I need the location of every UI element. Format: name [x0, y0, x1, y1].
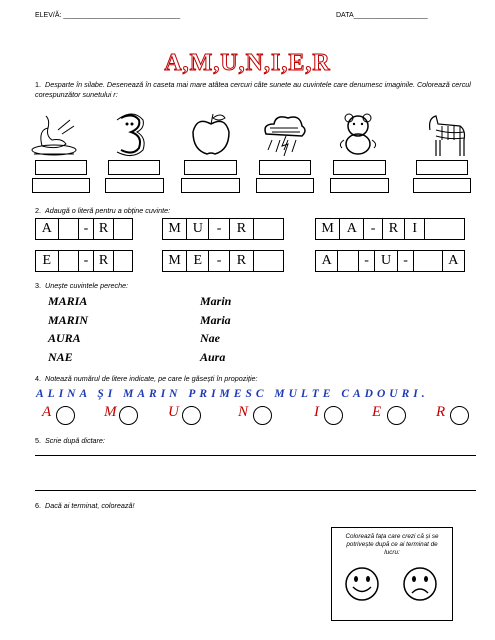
letter-cell: R	[94, 251, 115, 271]
letter-cell: M	[163, 251, 187, 271]
right-word[interactable]: Maria	[200, 312, 231, 327]
right-word[interactable]: Marin	[200, 294, 232, 308]
left-word-list	[48, 292, 88, 366]
count-circle[interactable]	[182, 406, 201, 425]
number-three-image	[105, 110, 157, 158]
hyphen-cell: -	[364, 219, 382, 239]
zebra-image	[420, 110, 472, 158]
hyphen-cell: -	[359, 251, 376, 271]
target-letter: I	[314, 404, 319, 420]
count-circle[interactable]	[253, 406, 272, 425]
blank-letter-cell[interactable]	[425, 219, 464, 239]
blank-letter-cell[interactable]	[338, 251, 358, 271]
letter-cell: A	[36, 219, 59, 239]
blank-letter-cell[interactable]	[59, 219, 80, 239]
exercise-3-instruction: 3. Unește cuvintele pereche:	[35, 281, 129, 290]
blank-letter-cell[interactable]	[114, 219, 132, 239]
writing-line[interactable]	[35, 490, 476, 491]
word-puzzle-box	[35, 218, 133, 240]
blank-letter-cell[interactable]	[414, 251, 442, 271]
letter-cell: A	[448, 253, 459, 268]
target-letter: A	[42, 404, 52, 420]
sound-circles-box[interactable]	[413, 178, 471, 193]
sound-circles-box[interactable]	[105, 178, 164, 193]
sentence	[36, 388, 429, 400]
right-word-list	[200, 292, 231, 366]
letter-cell: M	[163, 219, 187, 239]
hyphen-cell: -	[79, 219, 94, 239]
syllable-slot[interactable]	[108, 160, 160, 175]
target-letter: N	[238, 404, 249, 420]
hyphen-cell: -	[79, 251, 94, 271]
left-word[interactable]: AURA	[48, 331, 81, 345]
sound-circles-box[interactable]	[256, 178, 314, 193]
letter-cell: U	[375, 251, 397, 271]
self-assessment-text: Colorează fața care crezi că și se potrivește după ce ai terminat de lucru:	[345, 533, 439, 556]
letter-cell: A	[340, 219, 364, 239]
word-puzzle-box	[35, 250, 133, 272]
letter-cell: M	[316, 219, 340, 239]
hyphen-cell: -	[209, 251, 229, 271]
letter-cell: R	[230, 219, 254, 239]
sentence-word: MULTE	[274, 388, 335, 400]
word-puzzle-box	[315, 250, 465, 272]
word-puzzle-box	[162, 218, 284, 240]
letter-cell: I	[405, 219, 425, 239]
syllable-slot[interactable]	[333, 160, 386, 175]
left-word[interactable]: MARIN	[48, 312, 89, 327]
rain-cloud-image	[258, 110, 310, 158]
count-circle[interactable]	[450, 406, 469, 425]
sentence-word: MARIN	[123, 388, 182, 400]
blank-letter-cell[interactable]	[254, 251, 283, 271]
sound-circles-box[interactable]	[32, 178, 90, 193]
right-word[interactable]: Aura	[200, 349, 226, 364]
letter-cell: A	[316, 251, 338, 271]
self-assessment-box	[331, 527, 453, 621]
writing-line[interactable]	[35, 455, 476, 456]
exercise-2-instruction: 2. Adaugă o literă pentru a obține cuvinte:	[35, 206, 171, 215]
sentence-word: CADOURI.	[341, 388, 429, 400]
sound-circles-box[interactable]	[330, 178, 389, 193]
blank-letter-cell[interactable]	[114, 251, 132, 271]
target-letter: E	[372, 404, 382, 420]
letter-cell: R	[383, 219, 405, 239]
sentence-word: ȘI	[97, 388, 117, 400]
hyphen-cell: -	[398, 251, 415, 271]
exercise-6-instruction: 6. Dacă ai terminat, colorează!	[35, 501, 135, 510]
target-letter: U	[168, 404, 179, 420]
exercise-5-instruction: 5. Scrie după dictare:	[35, 436, 105, 445]
left-word[interactable]: MARIA	[48, 294, 88, 308]
count-circle[interactable]	[56, 406, 75, 425]
count-circle[interactable]	[324, 406, 343, 425]
word-puzzle-box	[162, 250, 284, 272]
happy-face-icon[interactable]	[344, 566, 380, 602]
sound-circles-box[interactable]	[181, 178, 240, 193]
letter-cell: E	[36, 251, 59, 271]
date-field: DATA___________________	[336, 12, 428, 19]
blank-letter-cell[interactable]	[59, 251, 80, 271]
right-word[interactable]: Nae	[200, 331, 220, 345]
letter-cell: E	[187, 251, 209, 271]
hyphen-cell: -	[209, 219, 229, 239]
syllable-slot[interactable]	[35, 160, 87, 175]
syllable-slot[interactable]	[416, 160, 468, 175]
sad-face-icon[interactable]	[402, 566, 438, 602]
sentence-word: PRIMESC	[188, 388, 268, 400]
teddy-bear-image	[332, 110, 384, 158]
left-word[interactable]: NAE	[48, 349, 73, 364]
target-letter: R	[436, 404, 446, 420]
apple-image	[185, 110, 237, 158]
syllable-slot[interactable]	[184, 160, 237, 175]
target-letter: M	[104, 404, 117, 420]
letter-cell: R	[94, 219, 115, 239]
swan-lake-image	[28, 110, 80, 158]
blank-letter-cell[interactable]	[254, 219, 283, 239]
student-name-field: ELEV/Ă: ______________________________	[35, 12, 181, 19]
exercise-1-instruction: 1. Desparte în silabe. Desenează în caseta mai mare atâtea cercuri câte sunete au cuvintele care denumesc imaginile. Colorează cercul corespunzător sunetului r:	[35, 80, 471, 99]
letter-cell: U	[187, 219, 209, 239]
sentence-word: ALINA	[36, 388, 91, 400]
page-title: A,M,U,N,I,E,R	[164, 50, 331, 76]
count-circle[interactable]	[119, 406, 138, 425]
word-puzzle-box	[315, 218, 465, 240]
syllable-slot[interactable]	[259, 160, 311, 175]
letter-cell: R	[230, 251, 254, 271]
exercise-4-instruction: 4. Notează numărul de litere indicate, pe care le găsești în propoziție:	[35, 374, 258, 383]
count-circle[interactable]	[387, 406, 406, 425]
